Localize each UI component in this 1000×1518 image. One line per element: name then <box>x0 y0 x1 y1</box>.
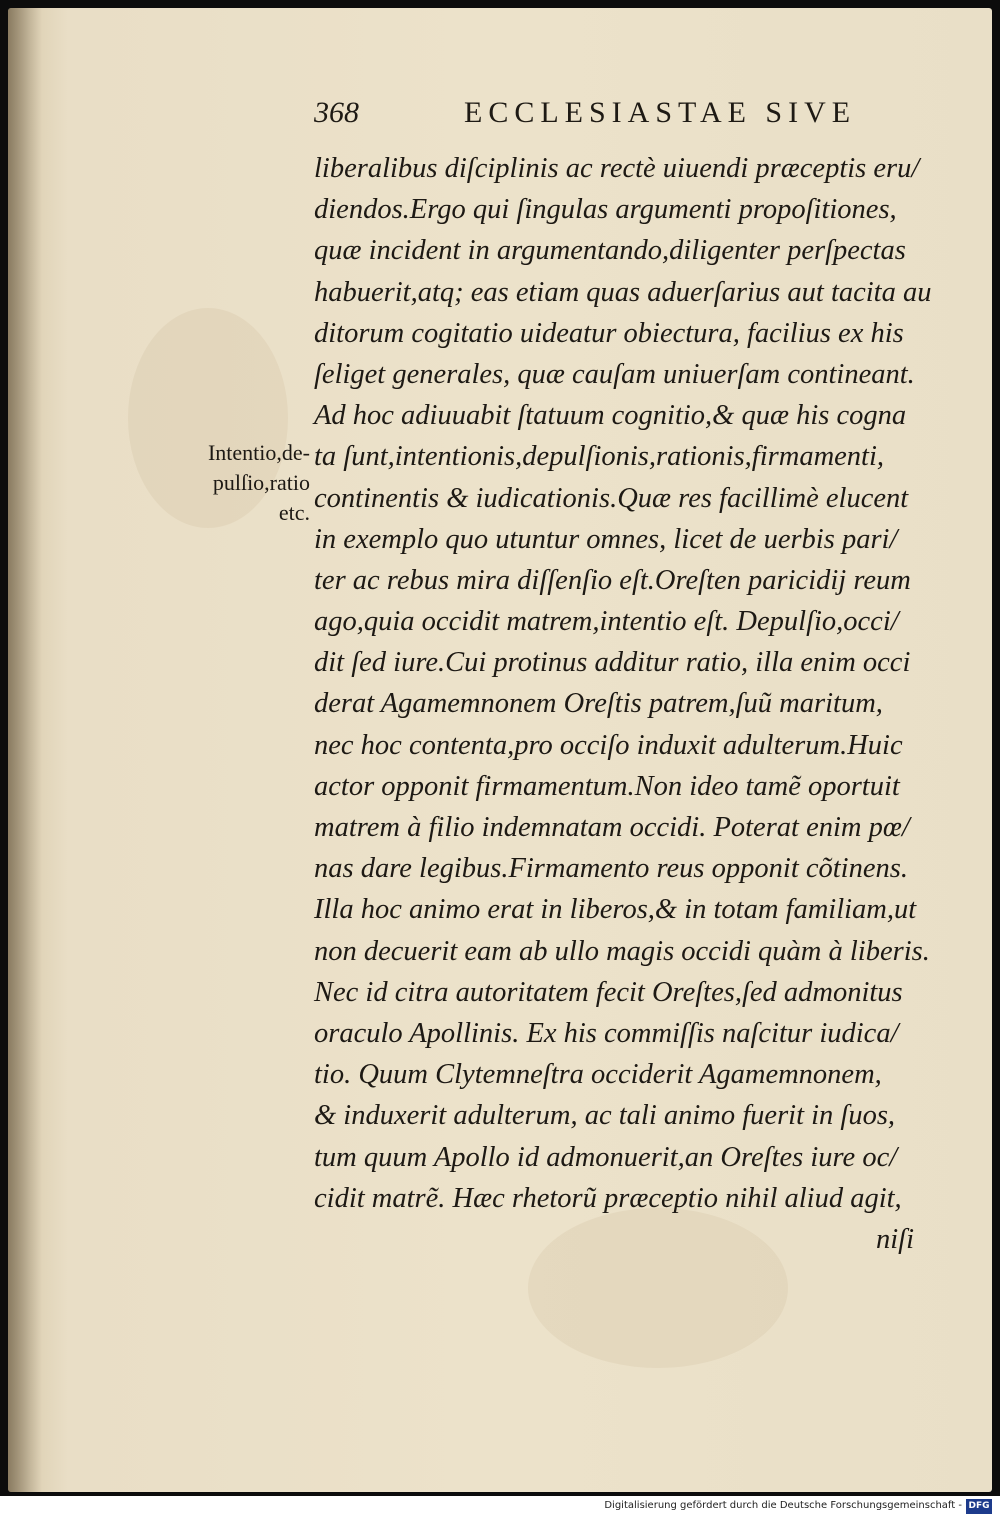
footer-bar <box>0 1496 1000 1518</box>
book-page <box>8 8 992 1492</box>
text-line: tum quum Apollo id admonuerit,an Oreſtes iure oc/ <box>314 1141 898 1173</box>
text-line: diendos.Ergo qui ſingulas argumenti propoſitiones, <box>314 194 897 226</box>
text-line: matrem à filio indemnatam occidi. Poterat enim pœ/ <box>314 812 910 843</box>
text-line: actor opponit firmamentum.Non ideo tamẽ oportuit <box>314 770 900 802</box>
marginal-note-line: Intentio,de- <box>207 440 310 465</box>
text-line: ſeliget generales, quæ cauſam uniuerſam contineant. <box>314 358 915 390</box>
text-line: in exemplo quo utuntur omnes, licet de uerbis pari/ <box>314 523 898 555</box>
text-line: liberalibus diſciplinis ac rectè uiuendi præceptis eru/ <box>314 153 920 184</box>
text-line: ditorum cogitatio uideatur obiectura, facilius ex his <box>314 317 904 349</box>
running-title: ECCLESIASTAE SIVE <box>464 96 857 129</box>
text-line: Illa hoc animo erat in liberos,& in totam familiam,ut <box>314 894 917 926</box>
text-line: derat Agamemnonem Oreſtis patrem,ſuũ maritum, <box>314 688 883 720</box>
text-line: nec hoc contenta,pro occiſo induxit adulterum.Huic <box>314 729 903 761</box>
text-line: Nec id citra autoritatem fecit Oreſtes,ſed admonitus <box>314 976 903 1008</box>
funding-credit: Digitalisierung gefördert durch die Deutsche Forschungsgemeinschaft - <box>604 1500 962 1511</box>
body-text <box>314 148 964 1260</box>
text-line: cidit matrẽ. Hæc rhetorũ præceptio nihil aliud agit, <box>314 1182 902 1214</box>
catchword: niſi <box>875 1223 914 1255</box>
page-number: 368 <box>314 96 359 129</box>
text-line: tio. Quum Clytemneſtra occiderit Agamemnonem, <box>314 1059 882 1091</box>
text-line: non decuerit eam ab ullo magis occidi quàm à liberis. <box>314 935 930 967</box>
text-line: quæ incident in argumentando,diligenter perſpectas <box>314 235 906 267</box>
text-line: continentis & iudicationis.Quæ res facillimè elucent <box>314 482 909 514</box>
text-line: ago,quia occidit matrem,intentio eſt. Depulſio,occi/ <box>314 606 899 638</box>
text-line: & induxerit adulterum, ac tali animo fuerit in ſuos, <box>314 1100 896 1132</box>
marginal-note-line: pulſio,ratio <box>212 470 310 495</box>
text-line: dit ſed iure.Cui protinus additur ratio, illa enim occi <box>314 647 911 679</box>
text-line: nas dare legibus.Firmamento reus opponit cõtinens. <box>314 853 908 885</box>
text-line: ter ac rebus mira diſſenſio eſt.Oreſten paricidij reum <box>314 564 911 596</box>
text-line: habuerit,atq; eas etiam quas aduerſarius aut tacita au <box>314 276 932 308</box>
text-line: Ad hoc adiuuabit ſtatuum cognitio,& quæ his cogna <box>314 400 907 432</box>
dfg-logo: DFG <box>966 1499 992 1514</box>
marginal-note <box>174 438 310 528</box>
text-line: ta ſunt,intentionis,depulſionis,rationis,firmamenti, <box>314 441 885 473</box>
spine-shadow <box>8 8 42 1492</box>
marginal-note-line: etc. <box>278 500 310 525</box>
text-line: oraculo Apollinis. Ex his commiſſis naſcitur iudica/ <box>314 1017 899 1049</box>
running-head <box>314 96 894 136</box>
